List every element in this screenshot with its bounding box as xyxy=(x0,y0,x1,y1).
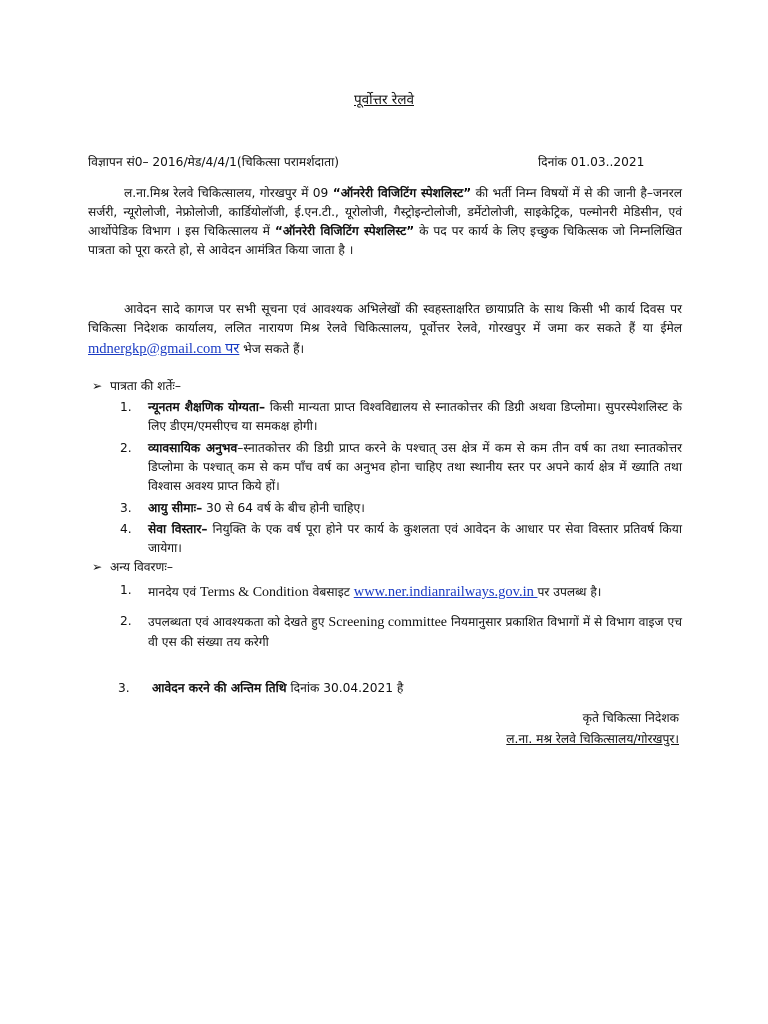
intro-paragraph: ल.ना.मिश्र रेलवे चिकित्सालय, गोरखपुर में 09 “ऑनरेरी विजिटिंग स्पेशलिस्ट” की भर्ती निम्न विषयों में से की जानी है–जनरल सर्जरी, न्यूरोलोजी, नेफ्रोलोजी, कार्डियोलॉजी, ई.एन.टी., यूरोलोजी, गैस्ट्रोइन्टोलोजी, डर्मेटोलोजी, साइकेट्रिक, पल्मोनरी मेडिसीन, एवं आर्थोपेडिक विभाग । इस चिकित्सालय में “ऑनरेरी विजिटिंग स्पेशलिस्ट” के पद पर कार्य के लिए इच्छुक चिकित्सक जो निम्नलिखित पात्रता को पूरा करते हो, से आवेदन आमंत्रित किया जाता है । xyxy=(88,186,682,257)
list-item: 1. न्यूनतम शैक्षणिक योग्यता– किसी मान्यता प्राप्त विश्वविद्यालय से स्नातकोत्तर की डिग्री अथवा डिप्लोमा। सुपरस्पेशलिस्ट के लिए डीएम/एमसीएच या समकक्ष होगी। xyxy=(120,400,682,433)
advertisement-date: दिनांक 01.03..2021 xyxy=(538,155,645,169)
application-paragraph: आवेदन सादे कागज पर सभी सूचना एवं आवश्यक अभिलेखों की स्वहस्ताक्षरित छायाप्रति के साथ किसी भी कार्य दिवस पर चिकित्सा निदेशक कार्यालय, ललित नारायण मिश्र रेलवे चिकित्सालय, पूर्वोत्तर रेलवे, गोरखपुर में जमा कर सकते हैं या ईमेल mdnergkp@gmail.com पर भेज सकते हैं। xyxy=(88,302,682,357)
other-details-heading: ➢ अन्य विवरणः– xyxy=(92,558,173,577)
arrow-bullet-icon: ➢ xyxy=(92,560,103,574)
signature-office: ल.ना. मश्र रेलवे चिकित्सालय/गोरखपुर। xyxy=(506,732,679,746)
eligibility-heading: ➢ पात्रता की शर्तेः– xyxy=(92,377,181,396)
signature-title: कृते चिकित्सा निदेशक xyxy=(582,711,679,725)
list-item: 4. सेवा विस्तार– नियुक्ति के एक वर्ष पूरा होने पर कार्य के कुशलता एवं आवेदन के आधार पर सेवा विस्तार प्रतिवर्ष किया जायेगा। xyxy=(120,522,682,556)
website-link[interactable]: www.ner.indianrailways.gov.in xyxy=(353,584,538,600)
post-name: “ऑनरेरी विजिटिंग स्पेशलिस्ट” xyxy=(274,223,415,238)
list-item: 3. आयु सीमाः– 30 से 64 वर्ष के बीच होनी चाहिए। xyxy=(120,500,365,515)
email-link[interactable]: mdnergkp@gmail.com xyxy=(88,340,222,357)
page-title: पूर्वोत्तर रेलवे xyxy=(354,92,414,108)
reference-line xyxy=(88,153,682,172)
other-details-list xyxy=(120,581,682,655)
post-name: “ऑनरेरी विजिटिंग स्पेशलिस्ट” xyxy=(332,186,472,200)
email-link-tail[interactable]: पर xyxy=(221,340,240,357)
advertisement-number: विज्ञापन सं0– 2016/मेड/4/4/1(चिकित्सा परामर्शदाता) xyxy=(88,155,339,169)
eligibility-list xyxy=(120,398,682,561)
list-item: 1. मानदेय एवं Terms & Condition वेबसाइट www.ner.indianrailways.gov.in पर उपलब्ध है। xyxy=(120,583,602,600)
arrow-bullet-icon: ➢ xyxy=(92,379,103,393)
list-item: 2. उपलब्धता एवं आवश्यकता को देखते हुए Screening committee नियमानुसार प्रकाशित विभागों में से विभाग वाइज एच वी एस की संख्या तय करेगी xyxy=(120,613,682,650)
last-date-line: 3. आवेदन करने की अन्तिम तिथि दिनांक 30.04.2021 है xyxy=(118,681,404,695)
list-item: 2. व्यावसायिक अनुभव–स्नातकोत्तर की डिग्री प्राप्त करने के पश्चात् उस क्षेत्र में कम से कम तीन वर्ष का तथा स्नातकोत्तर डिप्लोमा के पश्चात् कम से कम पाँच वर्ष का अनुभव होना चाहिए तथा स्थानीय स्तर पर अपने कार्य क्षेत्र में ख्याति तथा विश्वास अवश्य प्राप्त किये हों। xyxy=(120,440,682,493)
